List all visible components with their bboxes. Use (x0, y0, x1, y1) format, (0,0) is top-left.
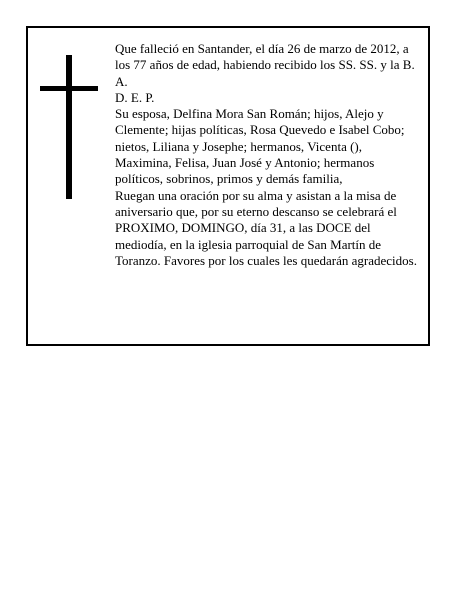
family-mourners: Su esposa, Delfina Mora San Román; hijos, Alejo y Clemente; hijas políticas, Rosa Quevedo e Isabel Cobo; nietos, Liliana y Josephe; hermanos, Vicenta (), Maximina, Felisa, Juan José y Antonio; hermanos políticos, sobrinos, primos y demás familia, (115, 106, 405, 187)
death-announcement: Que falleció en Santander, el día 26 de marzo de 2012, a los 77 años de edad, habiendo recibido los SS. SS. y la B. A. (115, 41, 415, 89)
rest-in-peace: D. E. P. (115, 89, 155, 105)
cross-horizontal-bar (40, 86, 98, 91)
cross-vertical-bar (66, 55, 72, 199)
latin-cross-icon (40, 55, 98, 199)
mass-invitation: Ruegan una oración por su alma y asistan a la misa de aniversario que, por su eterno descanso se celebrará el PROXIMO, DOMINGO, día 31, a las DOCE del mediodía, en la iglesia parroquial de San Martín de Toranzo. Favores por los cuales les quedarán agradecidos. (115, 187, 417, 268)
notice-text (115, 41, 421, 269)
obituary-notice (26, 26, 430, 346)
